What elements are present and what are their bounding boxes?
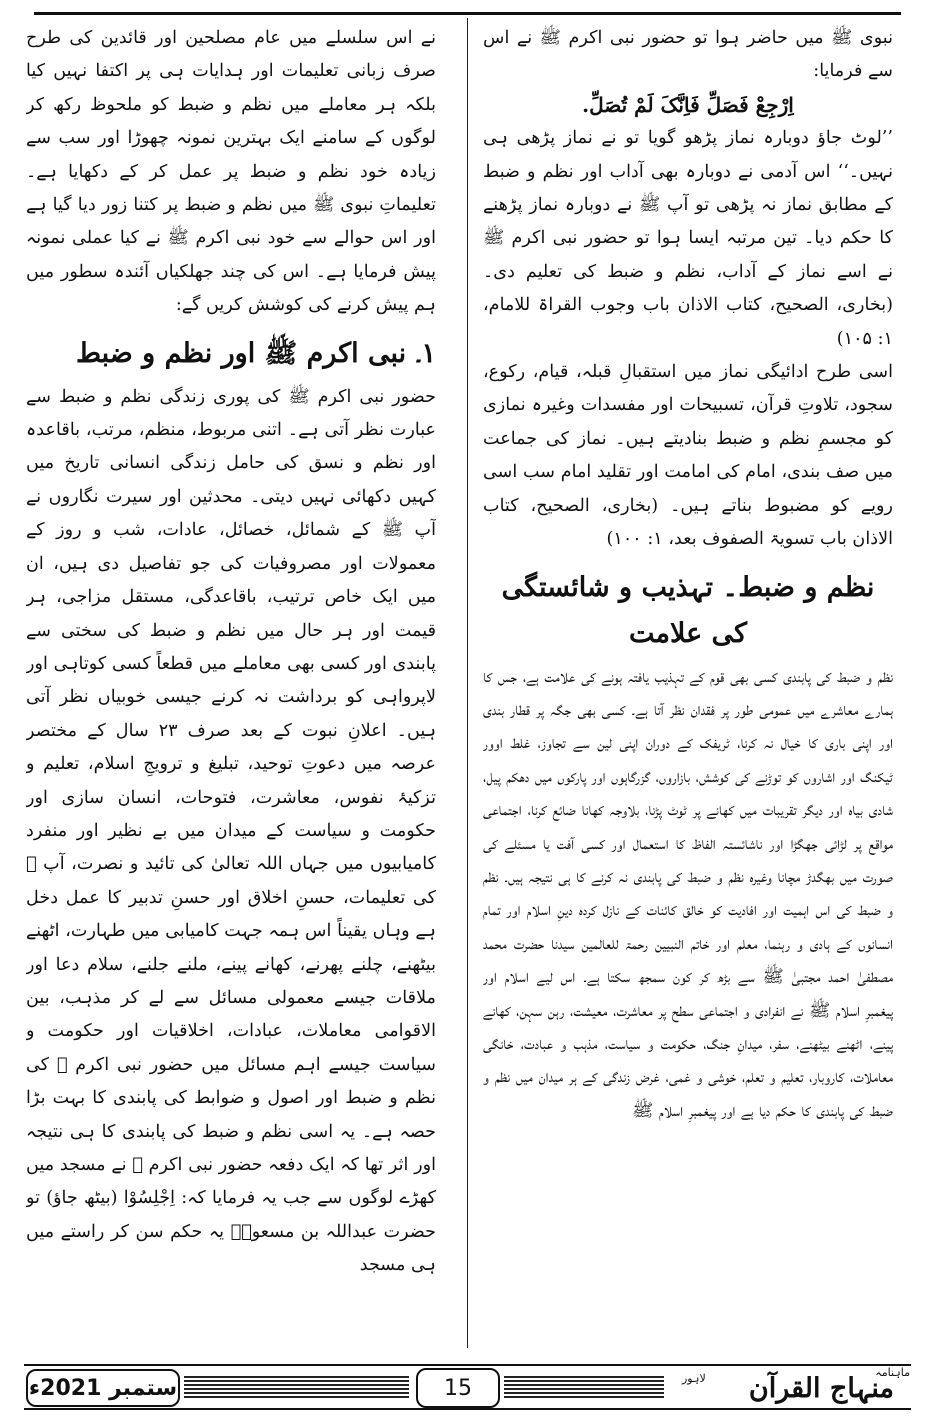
- paragraph: اسی طرح ادائیگی نماز میں استقبالِ قبلہ، قیام، رکوع، سجود، تلاوتِ قرآن، تسبیحات اور مفسدات وغیرہ نمازی کو مجسمِ نظم و ضبط بنادیتے ہیں۔ نماز کی جماعت میں صف بندی، امام کی امامت اور تقلید امام سب اسی رویے کو مضبوط بناتے ہیں۔ (بخاری، الصحیح، کتاب الاذان باب تسویۃ الصفوف بعد، ۱: ۱۰۰): [483, 362, 893, 550]
- city-label: لاہور: [682, 1372, 706, 1385]
- page-number: 15: [416, 1368, 500, 1408]
- right-column: [483, 22, 893, 1342]
- paragraph: ’’لوٹ جاؤ دوبارہ نماز پڑھو گویا تو نے نماز پڑھی ہی نہیں۔‘‘ اس آدمی نے دوبارہ بھی آداب اور نظم و ضبط کے مطابق نماز نہ پڑھی تو آپ ﷺ نے دوبارہ نماز پڑھنے کا حکم دیا۔ تین مرتبہ ایسا ہوا تو حضور نبی اکرم ﷺ نے اسے نماز کے آداب، نظم و ضبط کی تعلیم دی۔ (بخاری، الصحیح، کتاب الاذان باب وجوب القراۃ للامام، ۱: ۱۰۵): [483, 128, 893, 349]
- magazine-masthead: [674, 1364, 914, 1408]
- paragraph: نے اس سلسلے میں عام مصلحین اور قائدین کی طرح صرف زبانی تعلیمات اور ہدایات ہی پر اکتفا نہیں کیا بلکہ ہر معاملے میں نظم و ضبط کو ملحوظ رکھ کر لوگوں کے سامنے ایک بہترین نمونہ چھوڑا اور سب سے زیادہ خود نظم و ضبط پر عمل کر کے دکھایا ہے۔ تعلیماتِ نبوی ﷺ میں نظم و ضبط پر کتنا زور دیا گیا ہے اور اس حوالے سے خود نبی اکرم ﷺ نے کیا عملی نمونہ پیش فرمایا ہے۔ اس کی چند جھلکیاں آئندہ سطور میں ہم پیش کرنے کی کوشش کریں گے:: [26, 28, 436, 316]
- paragraph: نظم و ضبط کی پابندی کسی بھی قوم کے تہذیب یافتہ ہونے کی علامت ہے، جس کا ہمارے معاشرے میں عمومی طور پر فقدان نظر آتا ہے۔ کسی بھی جگہ پر قطار بندی اور اپنی باری کا خیال نہ کرنا، ٹریفک کے دوران اپنی لین سے تجاوز، غلط اوور ٹیکنگ اور اشاروں کو توڑنے کی کوشش، بازاروں، گزرگاہوں اور پارکوں میں دھکم پیل، شادی بیاہ اور دیگر تقریبات میں کھانے پر ٹوٹ پڑنا، بلاوجہ کھانا ضائع کرنا، اجتماعی مواقع پر لڑائی جھگڑا اور ناشائستہ الفاظ کا استعمال اور کسی آفت یا مسئلے کی صورت میں بھگدڑ مچانا وغیرہ نظم و ضبط کی پابندی نہ کرنے کا ہی نتیجہ ہیں۔ نظم و ضبط کی اس اہمیت اور افادیت کو خالق کائنات کے نازل کردہ دینِ اسلام اور تمام انسانوں کے ہادی و رہنما، معلم اور خاتم النبیین رحمۃ للعالمین سیدنا حضرت محمد مصطفیٰ احمد مجتبیٰ ﷺ سے بڑھ کر کون سمجھ سکتا ہے۔ اس لیے اسلام اور پیغمبرِ اسلام ﷺ نے انفرادی و اجتماعی سطح پر معاشرت، معیشت، رہن سہن، کھانے پینے، اٹھنے بیٹھنے، سفر، میدانِ جنگ، حکومت و سیاست، مذہب و عبادت، خانگی معاملات، کاروبار، تعلیم و تعلم، خوشی و غمی، غرض زندگی کے ہر میدان میں نظم و ضبط کی پابندی کا حکم دیا ہے اور پیغمبرِ اسلام ﷺ: [483, 666, 893, 1121]
- issue-date: ستمبر 2021ء: [26, 1369, 180, 1407]
- arabic-quote: اِرْجِعْ فَصَلِّ فَاِنَّکَ لَمْ تُصَلِّ.: [582, 92, 794, 117]
- monthly-label: ماہنامہ: [875, 1366, 910, 1379]
- section-heading: نظم و ضبط۔ تہذیب و شائستگی کی علامت: [501, 571, 875, 649]
- magazine-name: منہاج القرآن: [748, 1373, 894, 1404]
- decorative-stripes: [184, 1376, 409, 1398]
- section-heading: ۱۔ نبی اکرم ﷺ اور نظم و ضبط: [76, 337, 436, 369]
- page-footer: [24, 1364, 911, 1410]
- decorative-stripes: [504, 1376, 664, 1398]
- column-divider: [467, 18, 468, 1348]
- paragraph: حضور نبی اکرم ﷺ کی پوری زندگی نظم و ضبط سے عبارت نظر آتی ہے۔ اتنی مربوط، منظم، مرتب، باقاعدہ اور نظم و نسق کی حامل زندگی انسانی تاریخ میں کہیں دکھائی نہیں دیتی۔ محدثین اور سیرت نگاروں نے آپ ﷺ کے شمائل، خصائل، عادات، شب و روز کے معمولات اور مصروفیات کی جو تفاصیل دی ہیں، ان میں ایک خاص ترتیب، باقاعدگی، مستقل مزاجی، ہر قیمت اور ہر حال میں نظم و ضبط کی سختی سے پابندی اور کسی بھی معاملے میں قطعاً کسی کوتاہی اور لاپرواہی کو برداشت نہ کرنے جیسی خوبیاں نظر آتی ہیں۔ اعلانِ نبوت کے بعد صرف ۲۳ سال کے مختصر عرصہ میں دعوتِ توحید، تبلیغ و ترویجِ اسلام، تعلیم و تزکیۂ نفوس، معاشرت، فتوحات، انسان سازی اور حکومت و سیاست کے میدان میں بے نظیر اور منفرد کامیابیوں میں جہاں اللہ تعالیٰ کی تائید و نصرت، آپ ﷺ کی تعلیمات، حسنِ اخلاق اور حسنِ تدبیر کا عمل دخل ہے وہاں یقیناً اس ہمہ جہت کامیابی میں طہارت، اٹھنے بیٹھنے، چلنے پھرنے، کھانے پینے، ملنے جلنے، سلام دعا اور ملاقات جیسے معمولی مسائل سے لے کر مذہب، بین الاقوامی معاملات، عبادات، اخلاقیات اور حکومت و سیاست جیسے اہم مسائل میں حضور نبی اکرم ﷺ کی نظم و ضبط اور اصول و ضوابط کی پابندی کا بہت بڑا حصہ ہے۔ یہ اسی نظم و ضبط کی پابندی کا ہی نتیجہ اور اثر تھا کہ ایک دفعہ حضور نبی اکرم ﷺ نے مسجد میں کھڑے لوگوں سے جب یہ فرمایا کہ: اِجْلِسُوْا (بیٹھ جاؤ) تو حضرت عبداللہ بن مسعودؓ یہ حکم سن کر راستے میں ہی مسجد: [26, 386, 436, 1276]
- left-column: [26, 22, 436, 1342]
- top-rule: [34, 12, 901, 15]
- intro-line: نبوی ﷺ میں حاضر ہوا تو حضور نبی اکرم ﷺ نے اس سے فرمایا:: [483, 28, 893, 82]
- footer-rule: [24, 1408, 911, 1410]
